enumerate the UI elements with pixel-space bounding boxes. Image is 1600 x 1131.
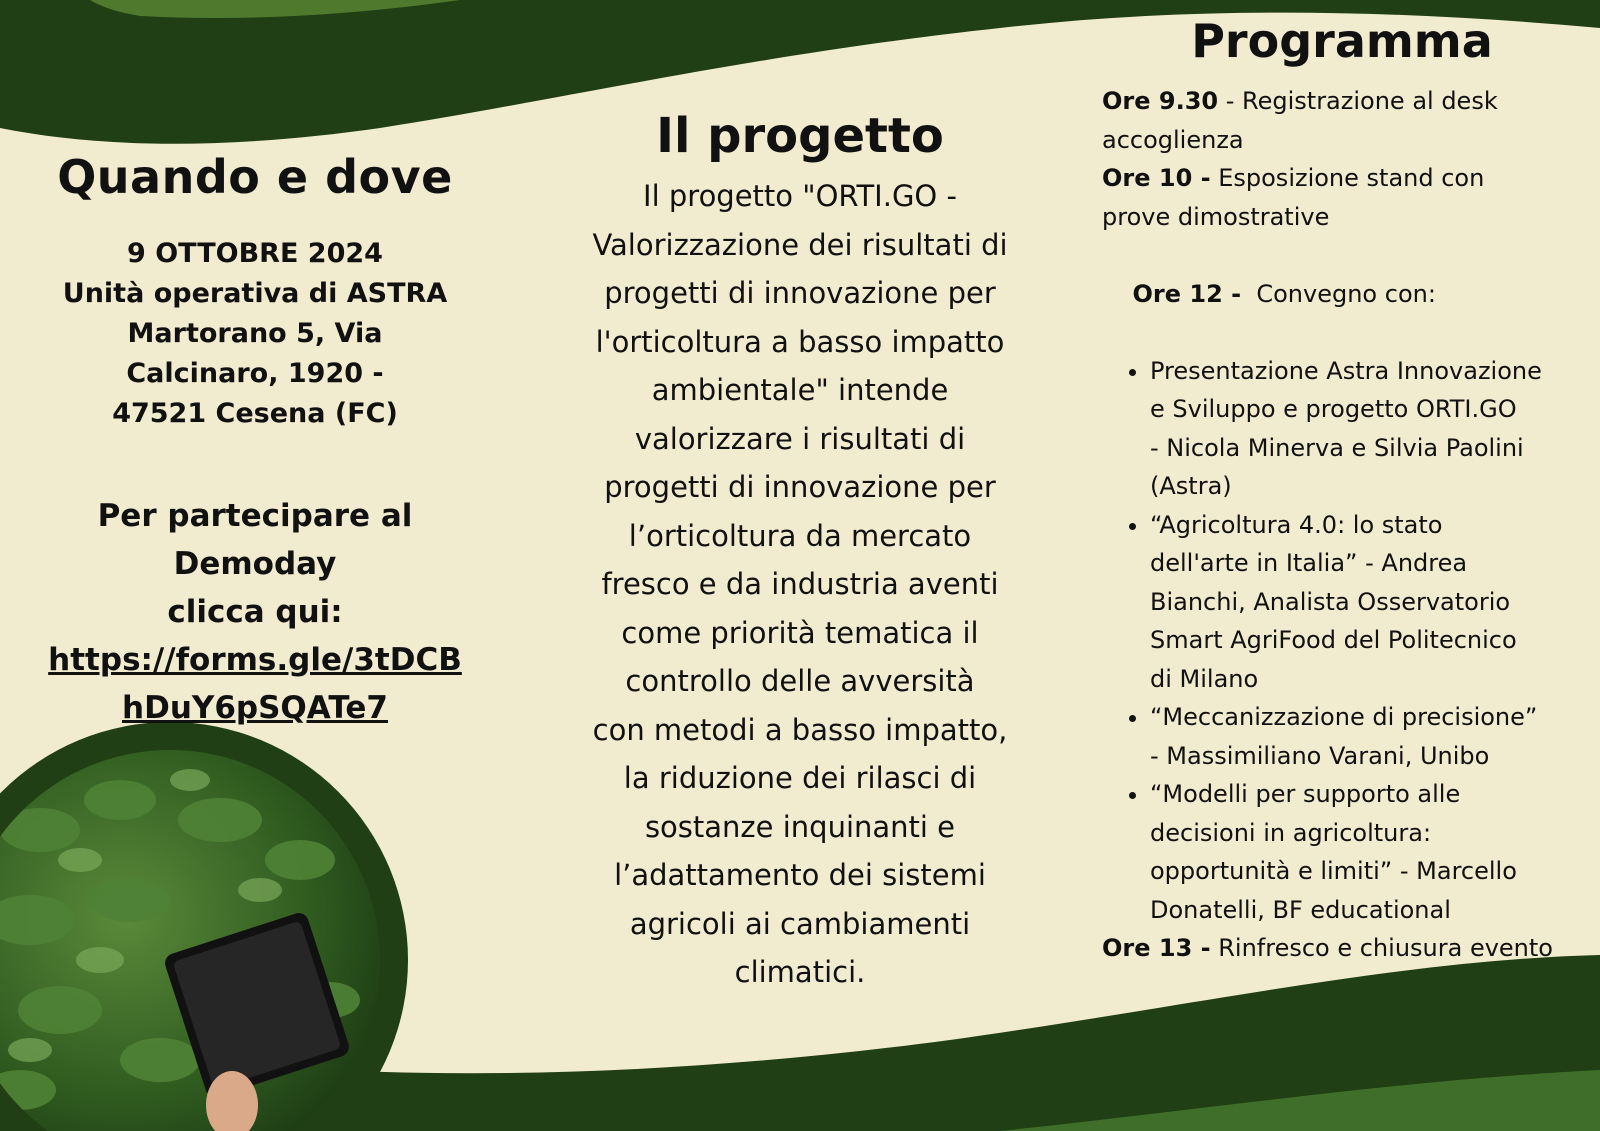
talk-line: opportunità e limiti” - Marcello [1150, 857, 1517, 885]
event-address [35, 234, 475, 434]
address-line: Unità operativa di ASTRA [62, 278, 448, 309]
link-line[interactable]: https://forms.gle/3tDCB [48, 642, 462, 678]
project-line: sostanze inquinanti e [644, 809, 956, 844]
talk-line: - Massimiliano Varani, Unibo [1150, 741, 1490, 770]
participate-line: Demoday [173, 546, 337, 582]
talk-line: • “Meccanizzazione di precisione” [1150, 703, 1538, 731]
project-line: valorizzare i risultati di [634, 421, 966, 456]
talk-item [1150, 698, 1582, 775]
project-line: l’adattamento dei sistemi [614, 858, 986, 892]
program-time: Ore 12 - [1132, 279, 1242, 308]
address-line: Martorano 5, Via [127, 318, 383, 349]
program-text: Esposizione stand con [1210, 164, 1485, 192]
talk-item [1150, 775, 1582, 929]
registration-link[interactable] [20, 636, 490, 732]
program-item [1102, 929, 1582, 968]
program-item [1102, 82, 1582, 121]
talk-list [1102, 352, 1582, 930]
project-line: Il progetto "ORTI.GO - [643, 179, 957, 213]
when-where-title: Quando e dove [57, 150, 453, 204]
talk-line: (Astra) [1150, 472, 1232, 500]
program-text: accoglienza [1102, 125, 1244, 154]
project-line: l’orticoltura da mercato [628, 518, 972, 553]
project-line: progetti di innovazione per [604, 276, 996, 310]
program-text: - Registrazione al desk [1218, 87, 1498, 115]
address-line: 47521 Cesena (FC) [112, 398, 398, 429]
talk-line: di Milano [1150, 664, 1259, 693]
talk-line: Smart AgriFood del Politecnico [1150, 626, 1517, 654]
project-line: climatici. [734, 955, 866, 989]
participate-text [20, 492, 490, 636]
program-text: Rinfresco e chiusura evento [1210, 934, 1553, 962]
project-line: Valorizzazione dei risultati di [592, 227, 1008, 262]
event-date: 9 OTTOBRE 2024 [127, 238, 383, 269]
program-time: Ore 10 - [1102, 164, 1211, 192]
talk-line: e Sviluppo e progetto ORTI.GO [1150, 395, 1517, 423]
project-section [570, 108, 1030, 997]
talk-line: • Presentazione Astra Innovazione [1150, 356, 1542, 385]
participate-line: clicca qui: [167, 594, 343, 630]
project-line: con metodi a basso impatto, [592, 712, 1008, 747]
participate-line: Per partecipare al [97, 498, 413, 534]
program-item [1102, 236, 1582, 352]
address-line: Calcinaro, 1920 - [126, 358, 384, 389]
project-line: agricoli ai cambiamenti [629, 906, 971, 941]
project-line: fresco e da industria aventi [601, 567, 999, 601]
project-line: ambientale" intende [651, 373, 949, 407]
talk-line: • “Modelli per supporto alle [1150, 780, 1461, 808]
project-title: Il progetto [656, 108, 944, 164]
when-where-section [20, 150, 490, 732]
project-line: progetti di innovazione per [604, 470, 996, 504]
project-line: la riduzione dei rilasci di [623, 761, 977, 795]
talk-line: dell'arte in Italia” - Andrea [1150, 549, 1468, 577]
program-text: Convegno con: [1241, 279, 1436, 308]
program-text: prove dimostrative [1102, 202, 1330, 231]
project-description [570, 172, 1030, 997]
talk-line: - Nicola Minerva e Silvia Paolini [1150, 433, 1524, 462]
talk-item [1150, 506, 1582, 699]
program-title: Programma [1191, 14, 1493, 68]
talk-line: • “Agricoltura 4.0: lo stato [1150, 510, 1443, 539]
program-section [1102, 14, 1582, 968]
talk-line: Bianchi, Analista Osservatorio [1150, 587, 1511, 616]
project-line: come priorità tematica il [621, 615, 979, 650]
talk-line: Donatelli, BF educational [1150, 895, 1451, 924]
project-line: l'orticoltura a basso impatto [595, 324, 1005, 359]
program-item [1102, 159, 1582, 198]
talk-item [1150, 352, 1582, 506]
link-line[interactable]: hDuY6pSQATe7 [122, 690, 388, 726]
program-time: Ore 13 - [1102, 934, 1211, 962]
program-time: Ore 9.30 [1102, 87, 1219, 115]
talk-line: decisioni in agricoltura: [1150, 818, 1432, 847]
project-line: controllo delle avversità [625, 664, 975, 698]
